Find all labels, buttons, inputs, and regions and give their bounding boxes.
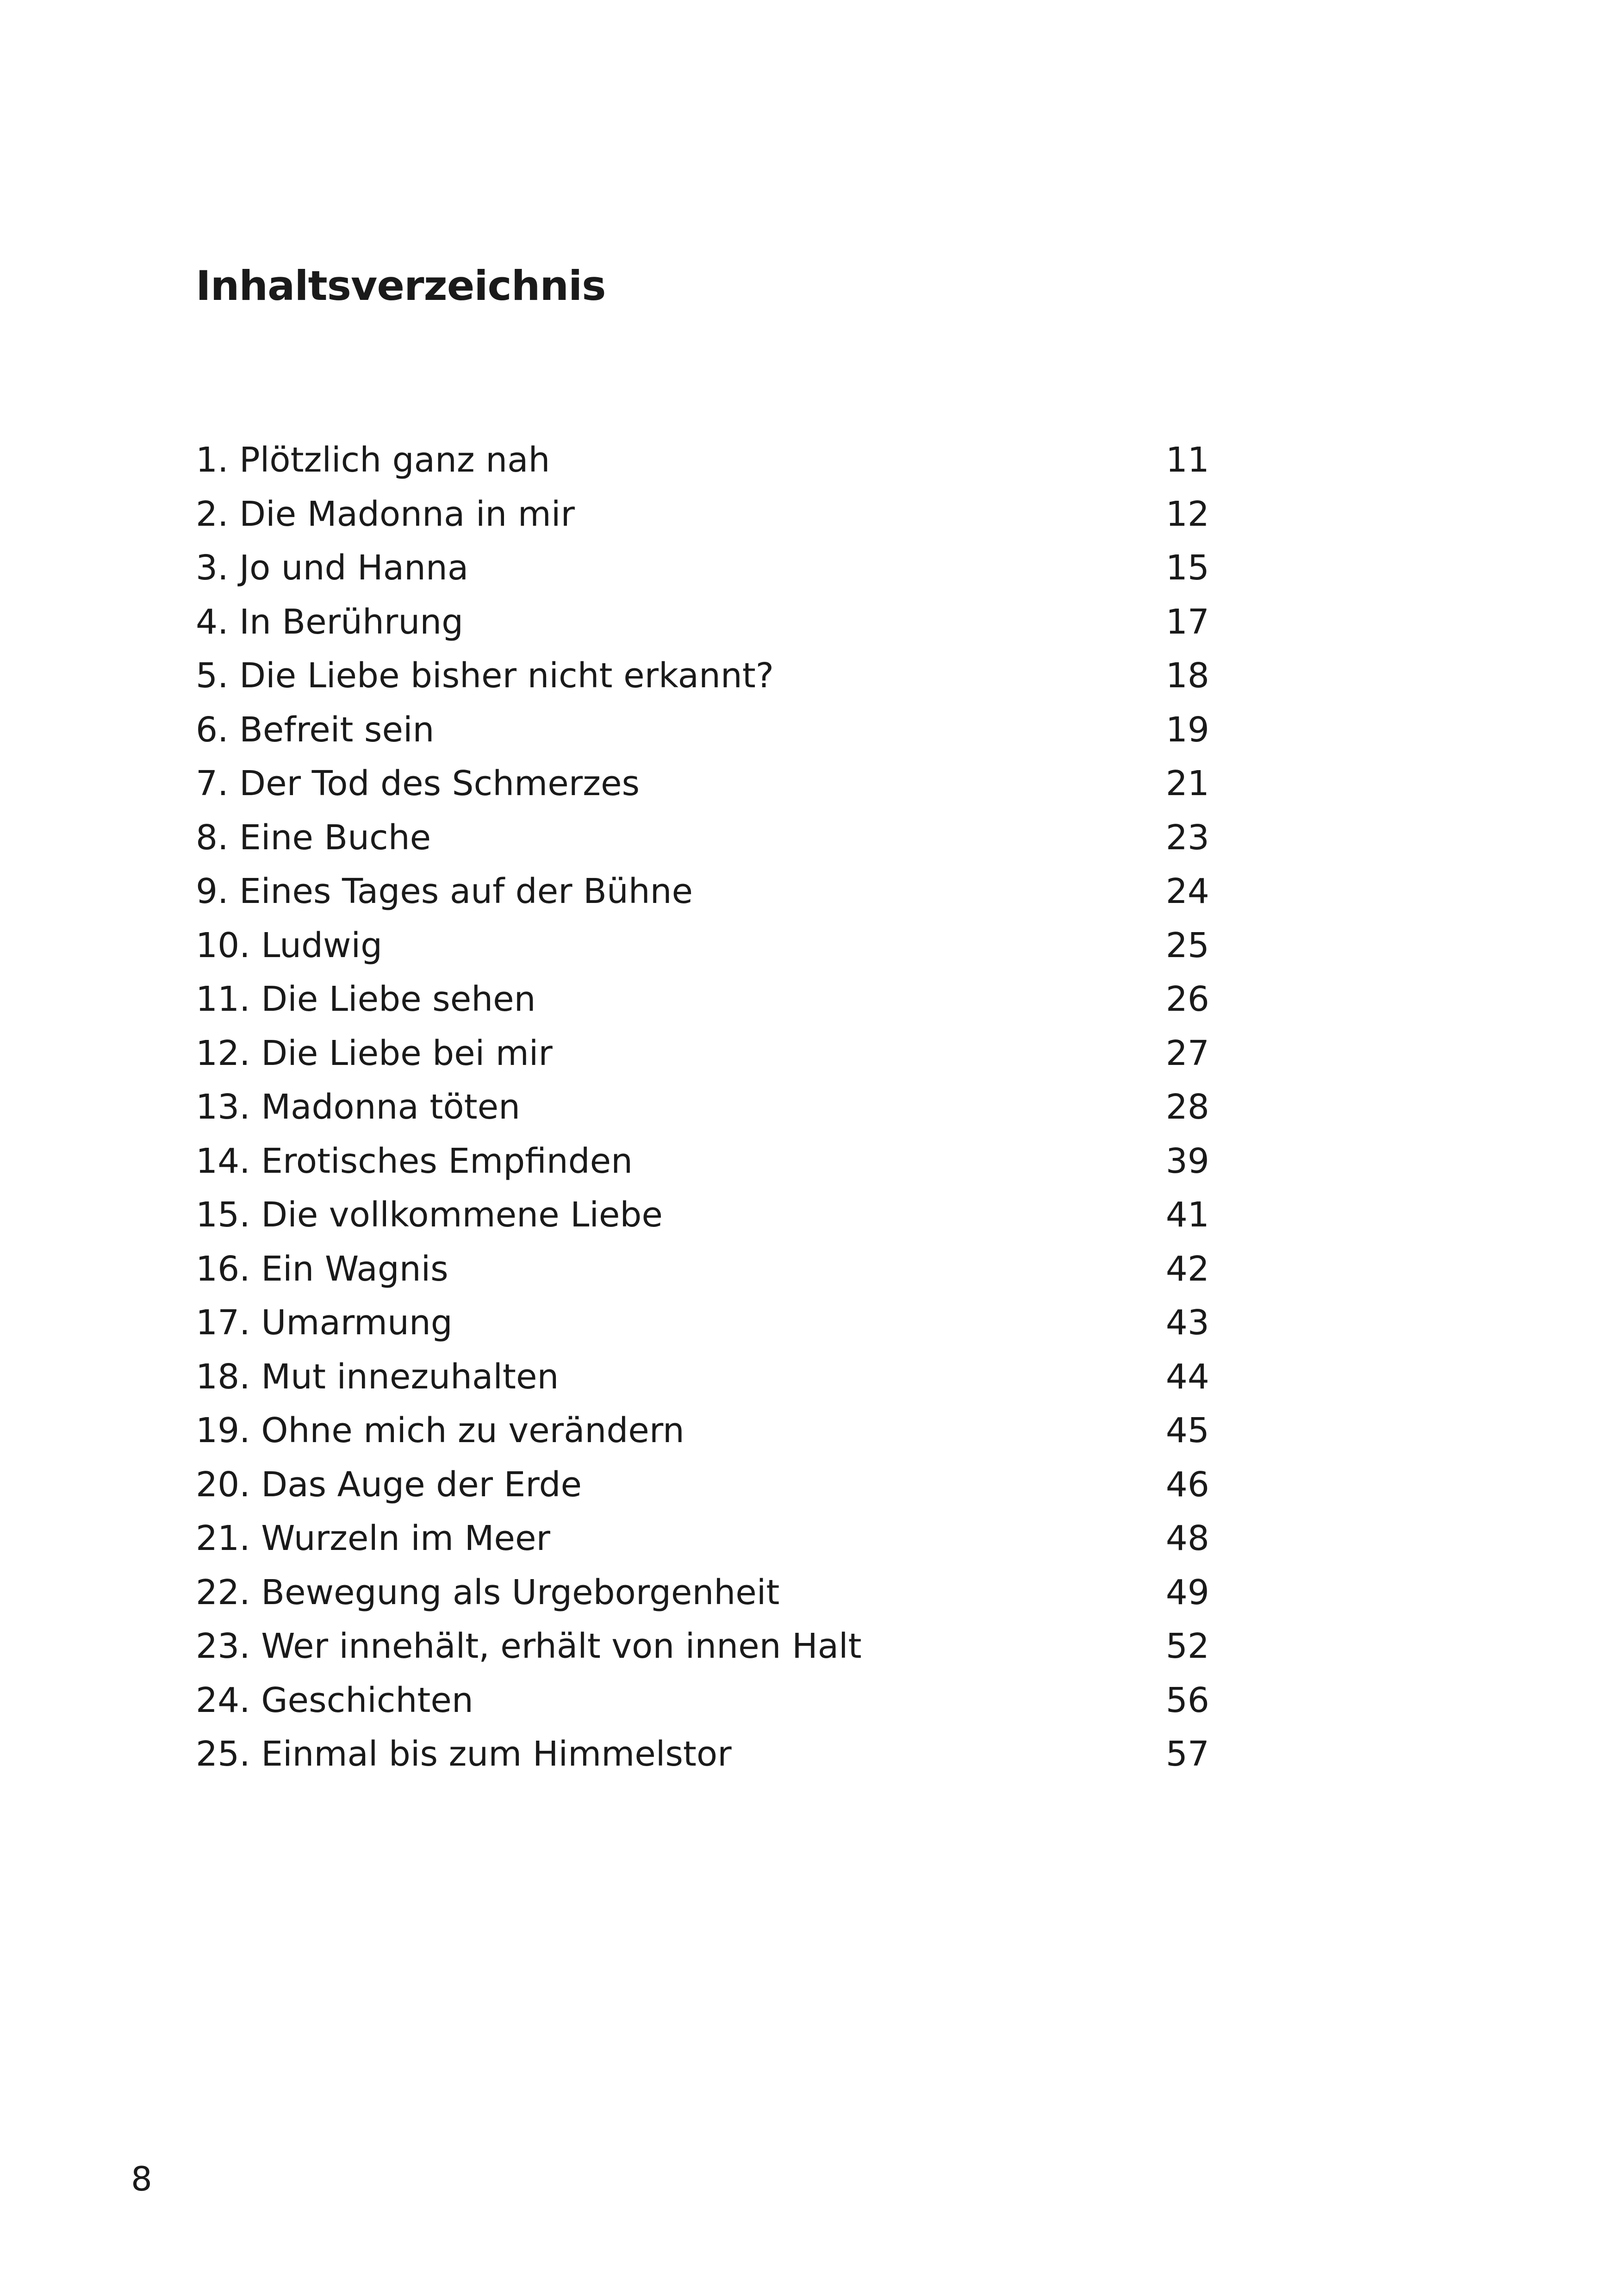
- toc-entry: [196, 1674, 1209, 1728]
- toc-entry-title: 13. Madonna töten: [196, 1087, 521, 1127]
- toc-entry-title: 6. Befreit sein: [196, 709, 435, 750]
- toc-entry-page: 52: [1165, 1626, 1209, 1666]
- toc-entry: [196, 541, 1209, 595]
- toc-entry-title: 12. Die Liebe bei mir: [196, 1033, 553, 1073]
- toc-entry-title: 1. Plötzlich ganz nah: [196, 440, 550, 480]
- toc-entry-page: 24: [1165, 871, 1209, 911]
- toc-entry-page: 17: [1165, 602, 1209, 642]
- toc-entry-title: 20. Das Auge der Erde: [196, 1464, 582, 1505]
- toc-entry: [196, 1566, 1209, 1620]
- toc-entry-title: 3. Jo und Hanna: [196, 548, 469, 588]
- toc-entry-title: 7. Der Tod des Schmerzes: [196, 764, 640, 803]
- toc-entry-title: 4. In Berührung: [196, 602, 464, 642]
- toc-entry: [196, 433, 1209, 487]
- toc-entry: [196, 757, 1209, 811]
- table-of-contents: [196, 433, 1209, 1781]
- toc-entry-title: 25. Einmal bis zum Himmelstor: [196, 1734, 732, 1774]
- toc-entry-page: 18: [1165, 656, 1209, 696]
- toc-entry-page: 11: [1165, 440, 1209, 480]
- toc-entry-page: 19: [1165, 709, 1209, 750]
- toc-entry-page: 45: [1165, 1411, 1209, 1450]
- toc-entry-title: 22. Bewegung als Urgeborgenheit: [196, 1572, 780, 1612]
- toc-entry-title: 21. Wurzeln im Meer: [196, 1518, 550, 1558]
- toc-entry: [196, 595, 1209, 649]
- toc-entry: [196, 1027, 1209, 1081]
- toc-entry-title: 8. Eine Buche: [196, 817, 431, 858]
- toc-entry-page: 42: [1165, 1249, 1209, 1289]
- toc-entry-title: 10. Ludwig: [196, 925, 383, 965]
- toc-entry-page: 46: [1165, 1464, 1209, 1505]
- toc-entry-title: 9. Eines Tages auf der Bühne: [196, 871, 693, 911]
- toc-entry: [196, 811, 1209, 865]
- toc-entry: [196, 1134, 1209, 1188]
- toc-entry: [196, 1512, 1209, 1566]
- toc-entry-page: 57: [1165, 1734, 1209, 1774]
- toc-entry-title: 23. Wer innehält, erhält von innen Halt: [196, 1626, 862, 1666]
- toc-entry: [196, 649, 1209, 703]
- toc-entry-title: 15. Die vollkommene Liebe: [196, 1195, 663, 1235]
- toc-entry-page: 27: [1165, 1033, 1209, 1073]
- toc-entry: [196, 1458, 1209, 1512]
- toc-entry-page: 39: [1165, 1141, 1209, 1181]
- toc-entry-page: 12: [1165, 494, 1209, 534]
- toc-entry-page: 49: [1165, 1572, 1209, 1612]
- toc-entry-title: 16. Ein Wagnis: [196, 1249, 448, 1289]
- toc-entry-page: 56: [1165, 1680, 1209, 1720]
- toc-entry: [196, 865, 1209, 919]
- toc-entry-page: 15: [1165, 548, 1209, 588]
- toc-entry: [196, 703, 1209, 757]
- toc-entry-page: 41: [1165, 1195, 1209, 1235]
- page-title: Inhaltsverzeichnis: [196, 262, 606, 310]
- toc-entry-title: 5. Die Liebe bisher nicht erkannt?: [196, 656, 774, 696]
- toc-entry-page: 28: [1165, 1087, 1209, 1127]
- toc-entry-title: 17. Umarmung: [196, 1303, 453, 1343]
- toc-entry: [196, 1188, 1209, 1242]
- toc-entry: [196, 1080, 1209, 1134]
- toc-entry: [196, 1727, 1209, 1781]
- toc-entry: [196, 972, 1209, 1027]
- toc-entry: [196, 1242, 1209, 1296]
- toc-entry: [196, 1619, 1209, 1674]
- toc-entry-title: 11. Die Liebe sehen: [196, 979, 536, 1019]
- toc-entry-page: 26: [1165, 979, 1209, 1019]
- toc-entry-page: 48: [1165, 1518, 1209, 1558]
- toc-entry: [196, 487, 1209, 541]
- toc-entry-page: 44: [1165, 1356, 1209, 1397]
- toc-entry-page: 25: [1165, 925, 1209, 965]
- toc-entry-title: 24. Geschichten: [196, 1680, 473, 1720]
- toc-entry: [196, 1404, 1209, 1458]
- toc-entry: [196, 919, 1209, 973]
- toc-entry: [196, 1296, 1209, 1350]
- toc-entry-title: 2. Die Madonna in mir: [196, 494, 575, 534]
- toc-entry-page: 23: [1165, 817, 1209, 858]
- toc-entry: [196, 1350, 1209, 1404]
- toc-entry-title: 14. Erotisches Empfinden: [196, 1141, 633, 1181]
- toc-entry-title: 18. Mut innezuhalten: [196, 1356, 559, 1397]
- toc-entry-page: 43: [1165, 1303, 1209, 1343]
- toc-entry-title: 19. Ohne mich zu verändern: [196, 1411, 685, 1450]
- toc-entry-page: 21: [1165, 764, 1209, 803]
- page-number: 8: [131, 2159, 152, 2198]
